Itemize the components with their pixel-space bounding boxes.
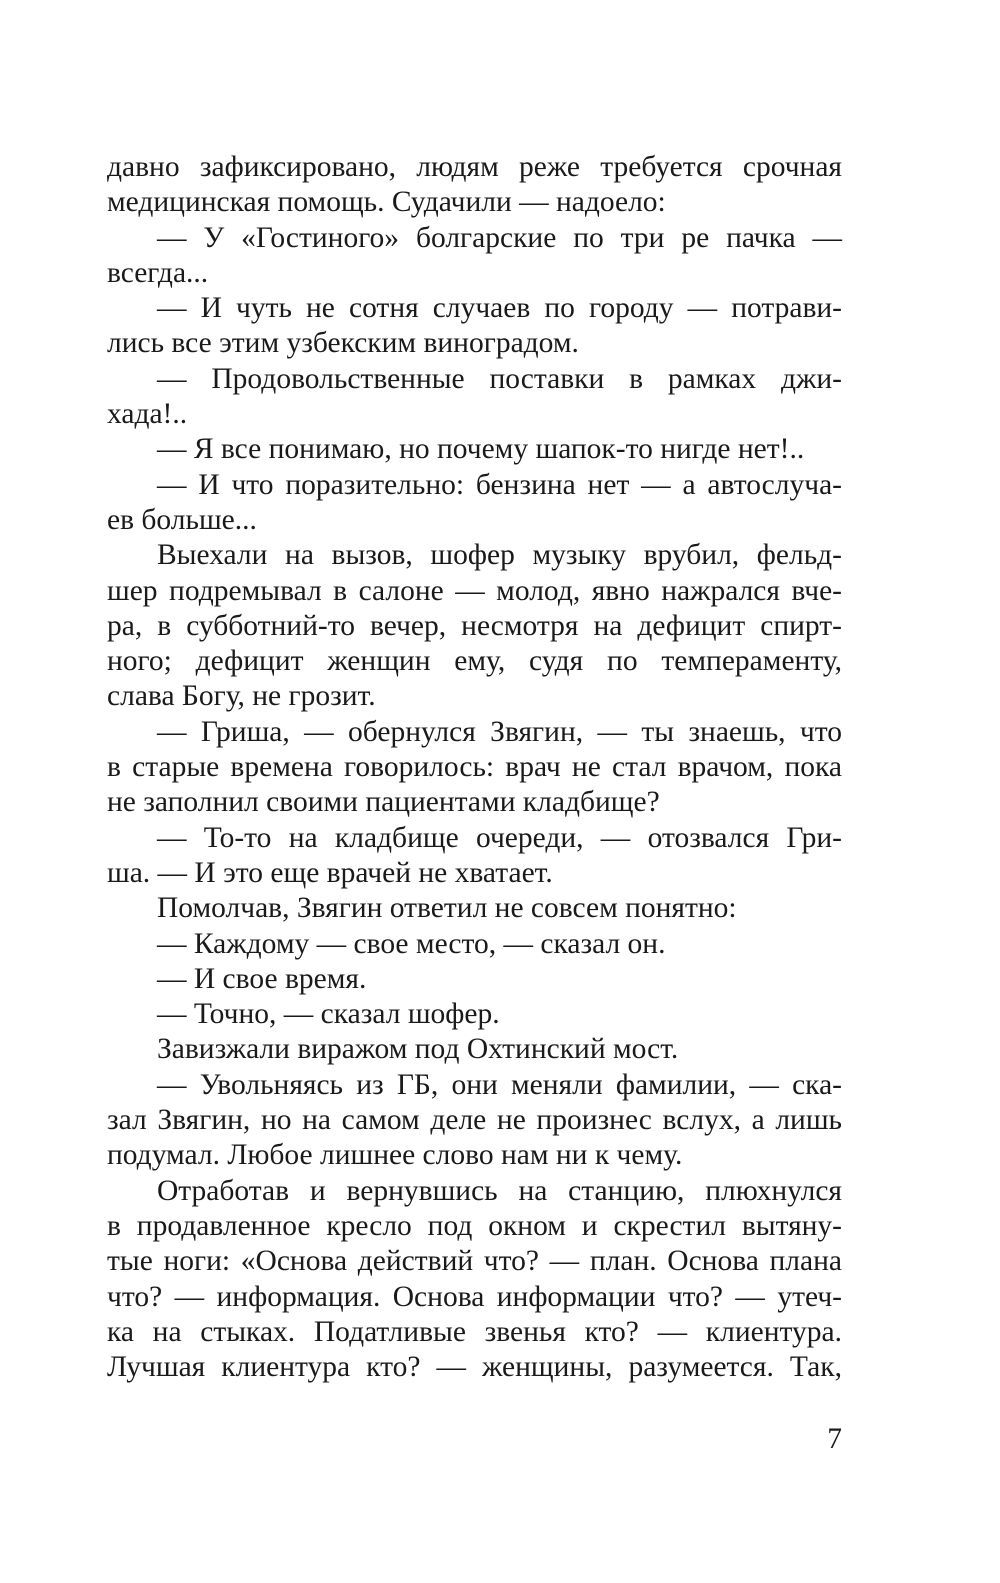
text-line: ного; дефицит женщин ему, судя по темпераменту, (107, 645, 842, 678)
text-line: подумал. Любое лишнее слово нам ни к чему. (107, 1139, 683, 1172)
text-line: Выехали на вызов, шофер музыку врубил, фельд- (157, 539, 842, 572)
body-text (107, 150, 842, 1385)
text-line: — Я все понимаю, но почему шапок-то нигде нет!.. (157, 433, 805, 466)
text-line: — И что поразительно: бензина нет — а автослуча- (157, 468, 842, 501)
text-line: не заполнил своими пациентами кладбище? (107, 786, 660, 819)
text-line: что? — информация. Основа информации что? — утеч- (107, 1280, 842, 1313)
text-line: зал Звягин, но на самом деле не произнес вслух, а лишь (107, 1104, 842, 1137)
text-line: — У «Гостиного» болгарские по три ре пачка — (157, 221, 842, 254)
text-line: лись все этим узбекским виноградом. (107, 327, 579, 360)
text-line: ка на стыках. Податливые звенья кто? — клиентура. (107, 1315, 842, 1348)
text-line: ев больше... (107, 503, 257, 536)
text-line: в продавленное кресло под окном и скрестил вытяну- (107, 1209, 842, 1242)
text-line: Лучшая клиентура кто? — женщины, разумеется. Так, (107, 1351, 842, 1384)
page-number: 7 (827, 1423, 842, 1455)
text-line: — Каждому — свое место, — сказал он. (157, 927, 666, 960)
text-line: медицинская помощь. Судачили — надоело: (107, 186, 666, 219)
text-line: — Точно, — сказал шофер. (157, 998, 500, 1031)
text-line: — И свое время. (157, 962, 367, 995)
text-line: ра, в субботний-то вечер, несмотря на дефицит спирт- (107, 609, 842, 642)
text-line: тые ноги: «Основа действий что? — план. Основа плана (107, 1245, 842, 1278)
text-line: — То-то на кладбище очереди, — отозвался Гри- (157, 821, 842, 854)
text-line: — Продовольственные поставки в рамках джи- (157, 362, 842, 395)
text-line: давно зафиксировано, людям реже требуется срочная (107, 151, 842, 183)
text-line: — Гриша, — обернулся Звягин, — ты знаешь, что (157, 715, 842, 748)
text-line: слава Богу, не грозит. (107, 680, 376, 713)
text-line: — И чуть не сотня случаев по городу — потрави- (157, 292, 842, 325)
text-line: хада!.. (107, 398, 188, 431)
text-line: шер подремывал в салоне — молод, явно нажрался вче- (107, 574, 842, 607)
text-line: — Увольняясь из ГБ, они меняли фамилии, — ска- (157, 1068, 842, 1101)
text-line: Завизжали виражом под Охтинский мост. (157, 1033, 679, 1066)
text-line: в старые времена говорилось: врач не стал врачом, пока (107, 751, 842, 784)
text-line: Отработав и вернувшись на станцию, плюхнулся (157, 1174, 842, 1207)
text-line: ша. — И это еще врачей не хватает. (107, 856, 553, 889)
text-line: Помолчав, Звягин ответил не совсем понятно: (157, 892, 737, 925)
text-line: всегда... (107, 256, 209, 289)
